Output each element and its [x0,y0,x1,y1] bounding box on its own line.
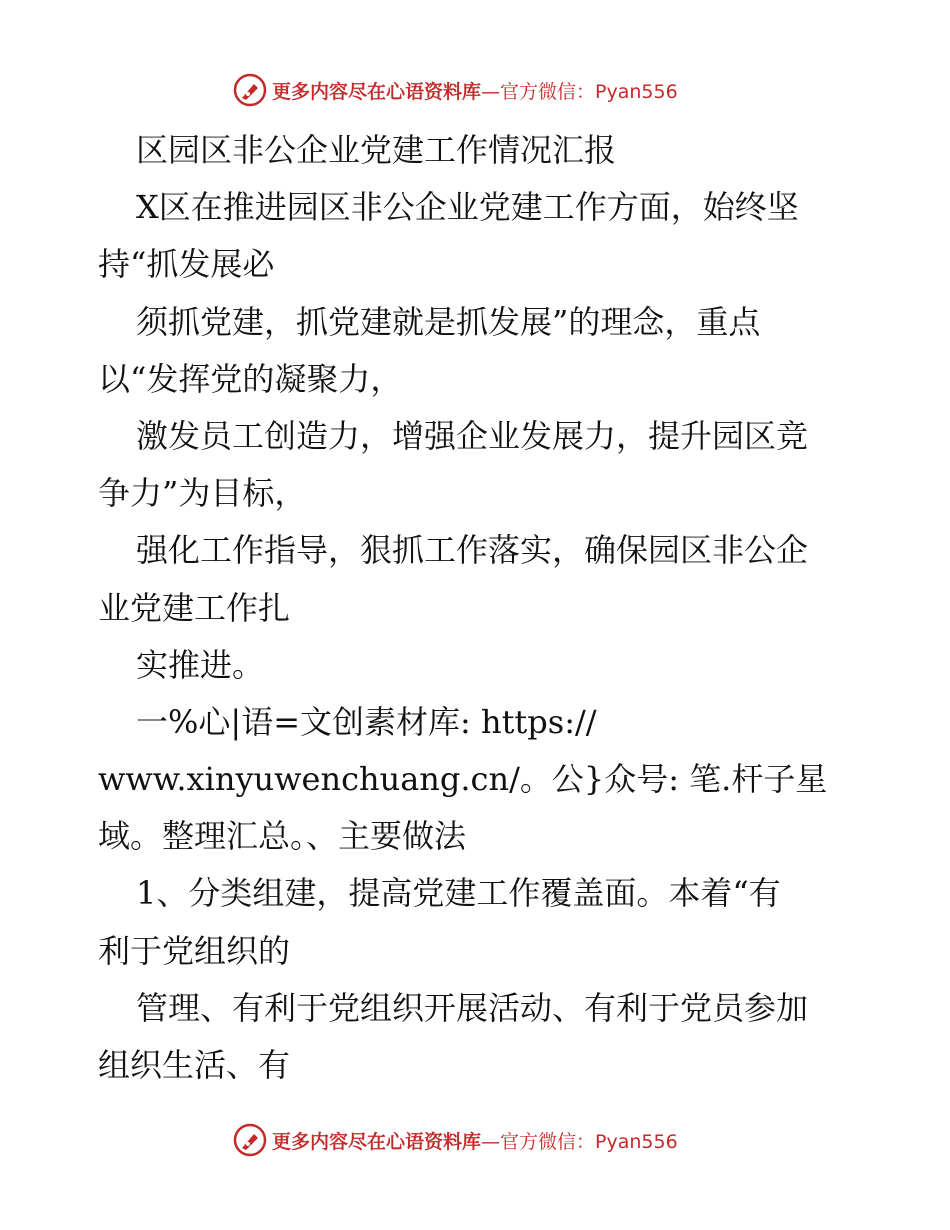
text-line: 以“发挥党的凝聚力， [98,359,403,398]
text-line: 激发员工创造力，增强企业发展力，提升园区竞 [136,416,809,455]
text-line: 1、分类组建，提高党建工作覆盖面。本着“有 [136,874,781,913]
text-line: 组织生活、有 [98,1046,291,1084]
document-body [98,122,858,1094]
text-line: 强化工作指导，狠抓工作落实，确保园区非公企 [136,531,809,570]
text-line: X区在推进园区非公企业党建工作方面，始终坚 [136,188,799,227]
pen-nib-circle-icon [232,1122,268,1158]
header-watermark-banner [232,70,712,110]
banner-text: 更多内容尽在心语资料库—官方微信：Pyan556 [272,1130,678,1153]
text-line: www.xinyuwenchuang.cn/。公}众号: 笔.杆子星 [98,760,828,799]
text-line: 实推进。 [136,645,265,684]
document-title: 区园区非公企业党建工作情况汇报 [136,131,617,169]
text-line: 一%心|语=文创素材库: https:// [136,702,597,741]
text-line: 利于党组织的 [98,931,291,970]
text-line: 持“抓发展必 [98,245,275,284]
text-line: 争力”为目标， [98,474,307,513]
footer-watermark-banner [232,1120,712,1160]
pen-nib-circle-icon [232,72,268,108]
text-line: 管理、有利于党组织开展活动、有利于党员参加 [136,988,809,1027]
text-line: 业党建工作扎 [98,588,291,627]
text-line: 域。整理汇总。、主要做法 [98,817,467,856]
banner-text: 更多内容尽在心语资料库—官方微信：Pyan556 [272,80,678,103]
text-line: 须抓党建，抓党建就是抓发展”的理念，重点 [136,302,761,341]
